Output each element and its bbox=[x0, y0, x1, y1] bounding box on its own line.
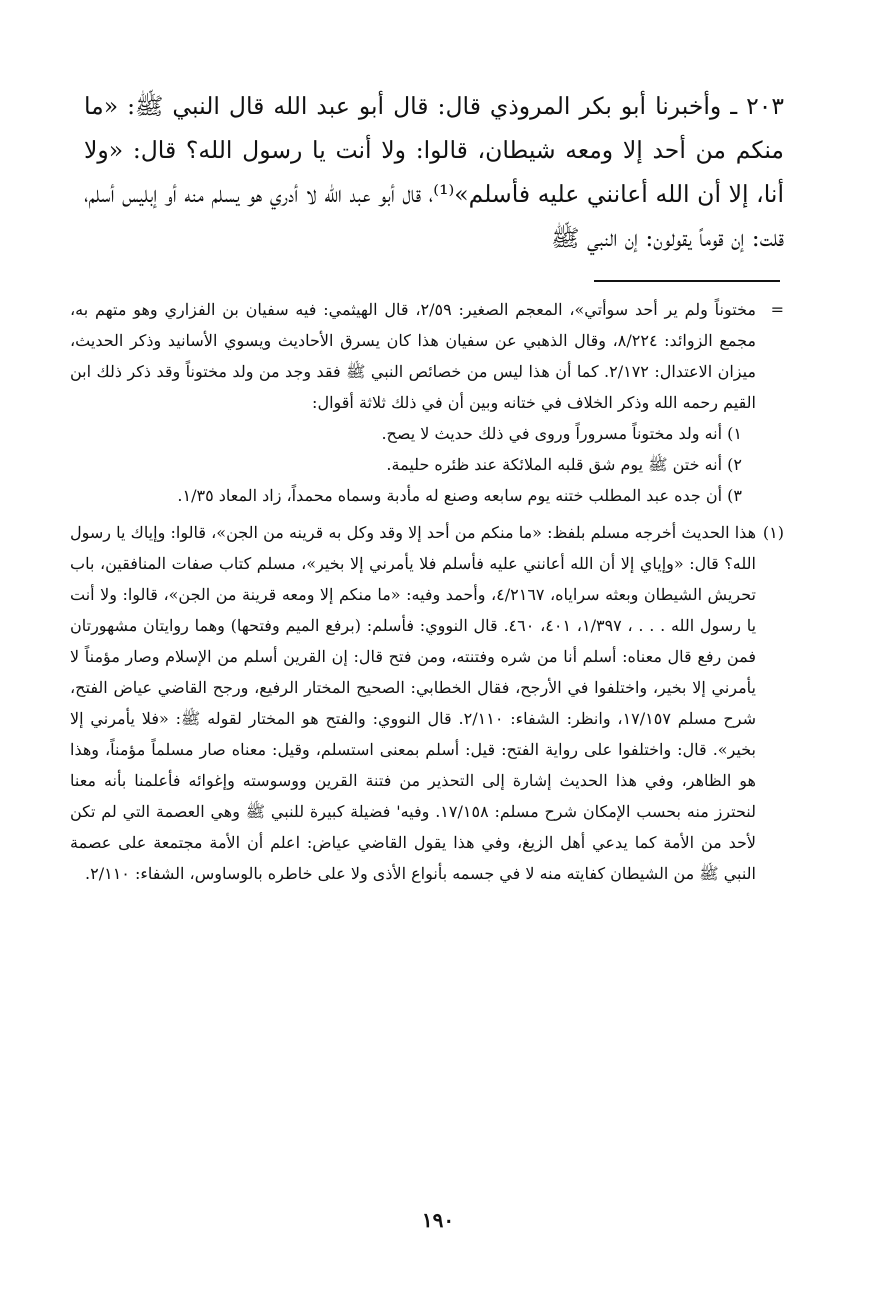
footnote-mark: (١) bbox=[762, 523, 784, 542]
footnote-1 bbox=[70, 517, 784, 889]
main-text: ٢٠٣ ـ وأخبرنا أبو بكر المروذي قال: قال أبو عبد الله قال النبي ﷺ: «ما منكم من أحد إلا ومعه شيطان، قالوا: ولا أنت يا رسول الله؟ قال: «ولا أنا، إلا أن الله أعانني عليه فأسلم»⁽¹⁾، قال أبو عبد الله لا أدري هو يسلم منه أو إبليس أسلم، قلت: إن قوماً يقولون: إن النبي ﷺ bbox=[84, 92, 784, 252]
footnote-item: ٣) أن جده عبد المطلب ختنه يوم سابعه وصنع له مأدبة وسماه محمداً، زاد المعاد ١/٣٥. bbox=[177, 486, 742, 505]
footnotes bbox=[70, 294, 784, 889]
footnote-continued bbox=[70, 294, 784, 511]
footnote-item: ٢) أنه ختن ﷺ يوم شق قلبه الملائكة عند ظئره حليمة. bbox=[386, 455, 742, 474]
footnote-mark: = bbox=[770, 300, 784, 319]
footnote-item: ١) أنه ولد مختوناً مسروراً وروى في ذلك حديث لا يصح. bbox=[381, 424, 742, 443]
footnote-separator bbox=[594, 280, 780, 282]
footnote-text: مختوناً ولم ير أحد سوأتي»، المعجم الصغير: ٢/٥٩، قال الهيثمي: فيه سفيان بن الفزاري وهو متهم به، مجمع الزوائد: ٨/٢٢٤، وقال الذهبي عن سفيان هذا كان يسرق الأحاديث ويسوي الأسانيد وذكر الحديث، ميزان الاعتدال: ٢/١٧٢. كما أن هذا ليس من خصائص النبي ﷺ فقد وجد من ولد مختوناً وقد ذكر ذلك ابن القيم رحمه الله وذكر الخلاف في ختانه وبين أن في ذلك ثلاثة أقوال: bbox=[70, 300, 756, 412]
page-number: ١٩٠ bbox=[421, 1208, 455, 1232]
footnote-text: هذا الحديث أخرجه مسلم بلفظ: «ما منكم من أحد إلا وقد وكل به قرينه من الجن»، قالوا: وإياك يا رسول الله؟ قال: «وإياي إلا أن الله أعانني عليه فأسلم فلا يأمرني إلا بخير»، مسلم كتاب صفات المنافقين، باب تحريش الشيطان وبعثه سراياه، ٤/٢١٦٧، وأحمد وفيه: «ما منكم إلا ومعه قرينة من الجن»، قالوا: ولا أنت يا رسول الله . . . ، ١/٣٩٧، ٤٠١، ٤٦٠. قال النووي: فأسلم: (برفع الميم وفتحها) وهما روايتان مشهورتان فمن رفع قال معناه: أسلم أنا من شره وفتنته، ومن فتح قال: إن القرين أسلم من الإسلام وصار مؤمناً لا يأمرني إلا بخير، واختلفوا في الأرجح، فقال الخطابي: الصحيح المختار الرفيع، ورجح القاضي عياض الفتح، شرح مسلم ١٧/١٥٧، وانظر: الشفاء: ٢/١١٠. قال النووي: والفتح هو المختار لقوله ﷺ: «فلا يأمرني إلا بخير». قال: واختلفوا على رواية الفتح: قيل: أسلم بمعنى استسلم، وقيل: معناه صار مسلماً مؤمناً، وهذا هو الظاهر، وفي هذا الحديث إشارة إلى التحذير من فتنة القرين ووسوسته وإغوائه فأعلمنا بأنه معنا لنحترز منه بحسب الإمكان شرح مسلم: ١٧/١٥٨. وفيه' فضيلة كبيرة للنبي ﷺ وهي العصمة التي لم تكن لأحد من الأمة كما يدعي أهل الزيغ، وفي هذا يقول القاضي عياض: اعلم أن الأمة مجتمعة على عصمة النبي ﷺ من الشيطان كفايته منه لا في جسمه بأنواع الأذى ولا على خاطره بالوساوس، الشفاء: ٢/١١٠. bbox=[70, 523, 757, 883]
